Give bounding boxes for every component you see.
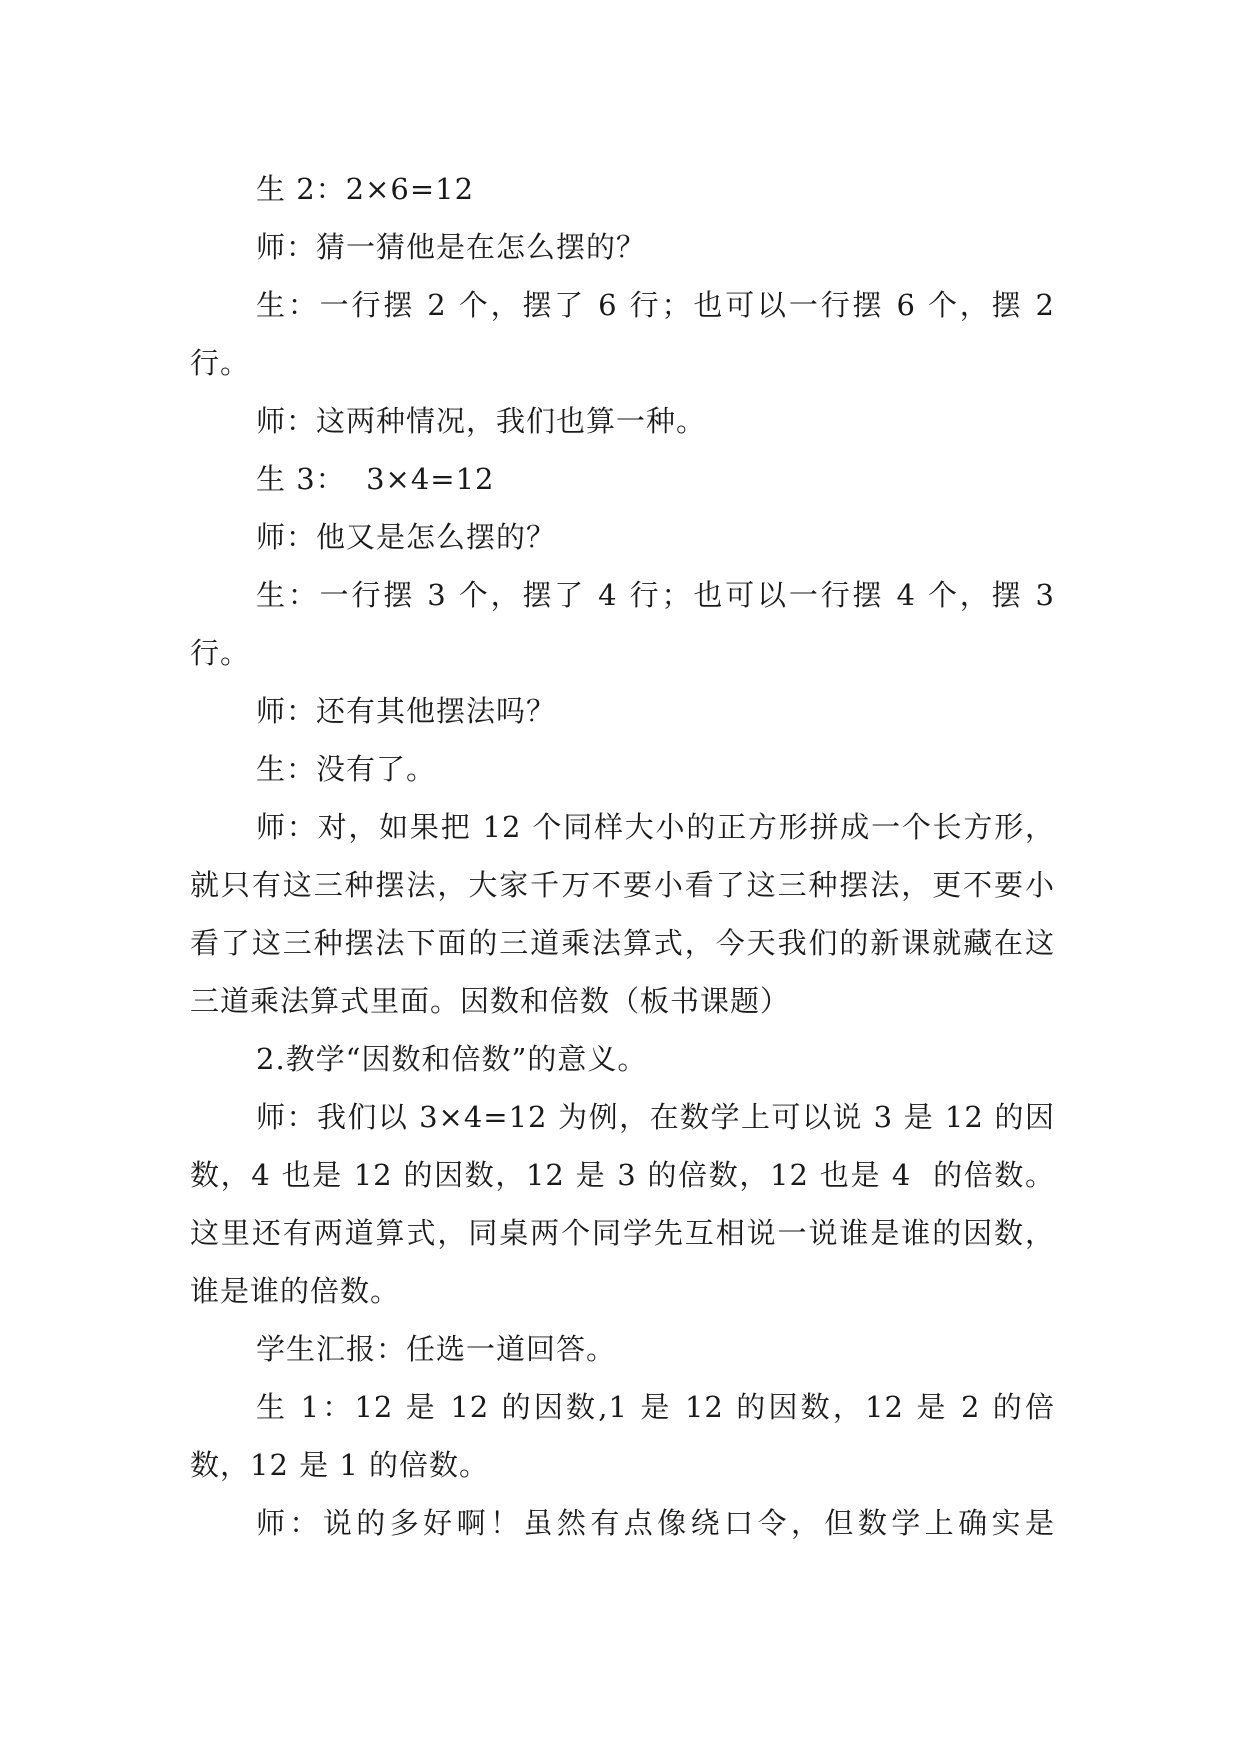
paragraph: 师：我们以 3×4=12 为例，在数学上可以说 3 是 12 的因数，4 也是 12 的因数，12 是 3 的倍数，12 也是 4 的倍数。这里还有两道算式，同桌两个同学先互相说一说谁是谁的因数，谁是谁的倍数。 bbox=[190, 1100, 1055, 1308]
paragraph: 师：还有其他摆法吗？ bbox=[256, 694, 557, 728]
paragraph: 师：说的多好啊！虽然有点像绕口令，但数学上确实是 bbox=[256, 1506, 1055, 1540]
document-body bbox=[190, 160, 1066, 1552]
paragraph: 生：没有了。 bbox=[256, 752, 437, 786]
paragraph: 生 3： 3×4=12 bbox=[256, 462, 495, 496]
paragraph: 生 2：2×6=12 bbox=[256, 172, 475, 206]
paragraph: 师：这两种情况，我们也算一种。 bbox=[256, 404, 707, 438]
paragraph: 生：一行摆 3 个，摆了 4 行；也可以一行摆 4 个，摆 3 行。 bbox=[190, 578, 1066, 670]
paragraph: 师：他又是怎么摆的？ bbox=[256, 520, 557, 554]
paragraph: 学生汇报：任选一道回答。 bbox=[256, 1332, 617, 1366]
paragraph: 师：猜一猜他是在怎么摆的？ bbox=[256, 230, 647, 264]
paragraph: 师：对，如果把 12 个同样大小的正方形拼成一个长方形，就只有这三种摆法，大家千万不要小看了这三种摆法，更不要小看了这三种摆法下面的三道乘法算式，今天我们的新课就藏在这三道乘法算式里面。因数和倍数（板书课题） bbox=[190, 810, 1055, 1018]
paragraph: 生：一行摆 2 个，摆了 6 行；也可以一行摆 6 个，摆 2 行。 bbox=[190, 288, 1066, 380]
paragraph: 生 1：12 是 12 的因数,1 是 12 的因数，12 是 2 的倍数，12 是 1 的倍数。 bbox=[190, 1390, 1055, 1482]
paragraph: 2.教学“因数和倍数”的意义。 bbox=[256, 1042, 648, 1076]
